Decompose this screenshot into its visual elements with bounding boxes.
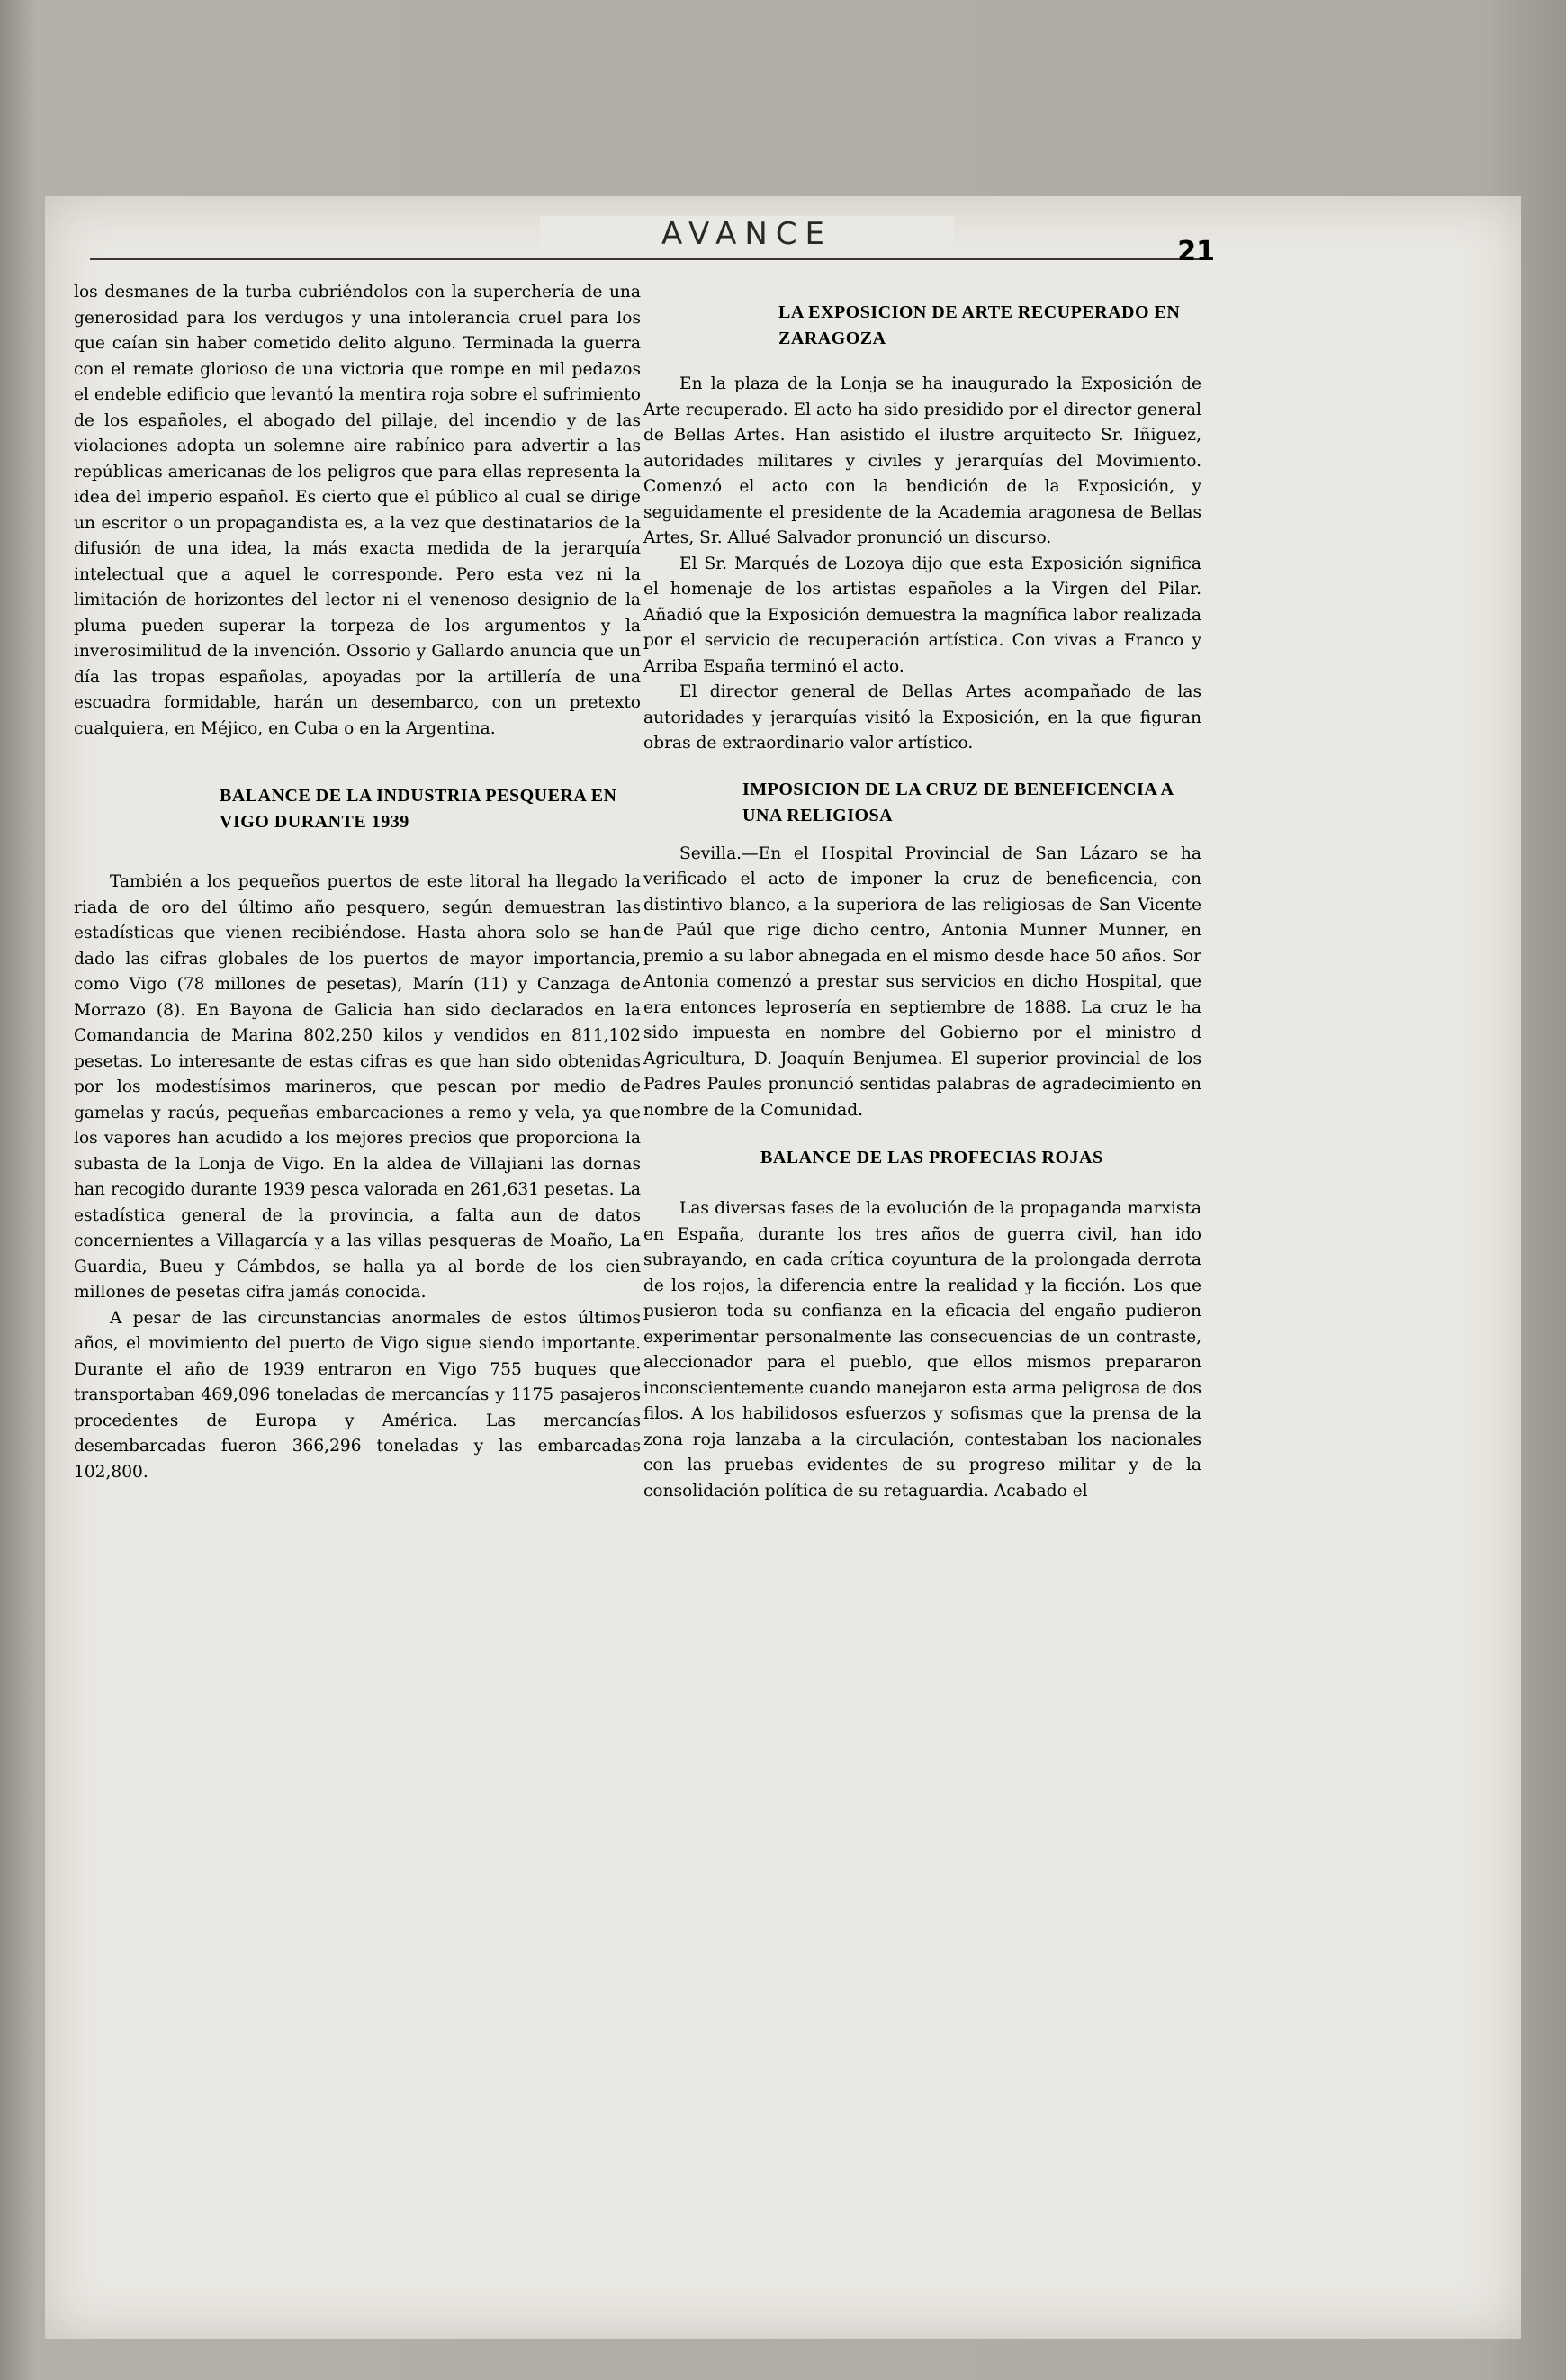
- magazine-title: AVANCE: [540, 216, 954, 252]
- page-number: 21: [1177, 236, 1215, 267]
- article-paragraph: A pesar de las circunstancias anormales de estos últimos años, el movimiento del puerto de Vigo sigue siendo importante. Durante el año de 1939 entraron en Vigo 755 buques que transportaban 469,096 toneladas de mercancías y 1175 pasajeros procedentes de Europa y América. Las mercancías desembarcadas fueron 366,296 toneladas y las embarcadas 102,800.: [74, 1308, 641, 1482]
- left-column: [74, 280, 641, 1485]
- article-paragraph: En la plaza de la Lonja se ha inaugurado la Exposición de Arte recuperado. El acto ha sido presidido por el director general de Bellas Artes. Han asistido el ilustre arquitecto Sr. Iñiguez, autoridades militares y civiles y jerarquías del Movimiento. Comenzó el acto con la bendición de la Exposición, y seguidamente el presidente de la Academia aragonesa de Bellas Artes, Sr. Allué Salvador pronunció un discurso.: [644, 374, 1202, 547]
- article-paragraph: También a los pequeños puertos de este litoral ha llegado la riada de oro del último año pesquero, según demuestran las estadísticas que vienen recibiéndose. Hasta ahora solo se han dado las cifras globales de los puertos de mayor importancia, como Vigo (78 millones de pesetas), Marín (11) y Canzaga de Morrazo (8). En Bayona de Galicia han sido declarados en la Comandancia de Marina 802,250 kilos y vendidos en 811,102 pesetas. Lo interesante de estas cifras es que han sido obtenidas por los modestísimos marineros, que pescan por medio de gamelas y racús, pequeñas embarcaciones a remo y vela, ya que los vapores han acudido a los mejores precios que proporciona la subasta de la Lonja de Vigo. En la aldea de Villajiani las dornas han recogido durante 1939 pesca valorada en 261,631 pesetas. La estadística general de la provincia, a falta aun de datos concernientes a Villagarcía y a las villas pesqueras de Moaño, La Guardia, Bueu y Cámbdos, se halla ya al borde de los cien millones de pesetas cifra jamás conocida.: [74, 872, 641, 1302]
- article-paragraph: El Sr. Marqués de Lozoya dijo que esta Exposición significa el homenaje de los artistas españoles a la Virgen del Pilar. Añadió que la Exposición demuestra la magnífica labor realizada por el servicio de recuperación artística. Con vivas a Franco y Arriba España terminó el acto.: [644, 554, 1202, 676]
- article-paragraph: Sevilla.—En el Hospital Provincial de San Lázaro se ha verificado el acto de imponer la cruz de beneficencia, con distintivo blanco, a la superiora de las religiosas de San Vicente de Paúl que rige dicho centro, Antonia Munner Munner, en premio a su labor abnegada en el mismo desde hace 50 años. Sor Antonia comenzó a prestar sus servicios en dicho Hospital, que era entonces leprosería en septiembre de 1888. La cruz le ha sido impuesta en nombre del Gobierno por el ministro d Agricultura, D. Joaquín Benjumea. El superior provincial de los Padres Paules pronunció sentidas palabras de agradecimiento en nombre de la Comunidad.: [644, 843, 1202, 1120]
- section-title-beneficence-cross: IMPOSICION DE LA CRUZ DE BENEFICENCIA A UNA RELIGIOSA: [742, 779, 1174, 825]
- header-rule: [90, 258, 1210, 260]
- article-paragraph: Las diversas fases de la evolución de la propaganda marxista en España, durante los tres años de guerra civil, han ido subrayando, en cada crítica coyuntura de la prolongada derrota de los rojos, la diferencia entre la realidad y la ficción. Los que pusieron toda su confianza en la eficacia del engaño pudieron experimentar personalmente las consecuencias de un contraste, aleccionador para el pueblo, que ellos mismos prepararon inconscientemente cuando manejaron esta arma peligrosa de dos filos. A los habilidosos esfuerzos y sofismas que la prensa de la zona roja lanzaba a la circulación, contestaban los nacionales con las pruebas evidentes de su progreso militar y de la consolidación política de su retaguardia. Acabado el: [644, 1199, 1202, 1501]
- section-title-vigo-fishing: BALANCE DE LA INDUSTRIA PESQUERA EN VIGO DURANTE 1939: [220, 786, 617, 832]
- right-column: [644, 300, 1202, 1504]
- intro-paragraph: los desmanes de la turba cubriéndolos con la superchería de una generosidad para los verdugos y una intolerancia cruel para los que caían sin haber cometido delito alguno. Terminada la guerra con el remate glorioso de una victoria que rompe en mil pedazos el endeble edificio que levantó la mentira roja sobre el sufrimiento de los españoles, el abogado del pillaje, del incendio y de las violaciones adopta un solemne aire rabínico para advertir a las repúblicas americanas de los peligros que para ellas representa la idea del imperio español. Es cierto que el público al cual se dirige un escritor o un propagandista es, a la vez que destinatarios de la difusión de una idea, la más exacta medida de la jerarquía intelectual que a aquel le corresponde. Pero esta vez ni la limitación de horizontes del lector ni el venenoso designio de la pluma pueden superar la torpeza de los argumentos y la inverosimilitud de la invención. Ossorio y Gallardo anuncia que un día las tropas españolas, apoyadas por la artillería de una escuadra formidable, harán un desembarco, con un pretexto cualquiera, en Méjico, en Cuba o en la Argentina.: [74, 283, 641, 738]
- section-title-art-exhibition: LA EXPOSICION DE ARTE RECUPERADO EN ZARAGOZA: [778, 302, 1181, 348]
- section-title-red-prophecies: BALANCE DE LAS PROFECIAS ROJAS: [760, 1148, 1103, 1167]
- article-paragraph: El director general de Bellas Artes acompañado de las autoridades y jerarquías visitó la Exposición, en la que figuran obras de extraordinario valor artístico.: [644, 682, 1202, 753]
